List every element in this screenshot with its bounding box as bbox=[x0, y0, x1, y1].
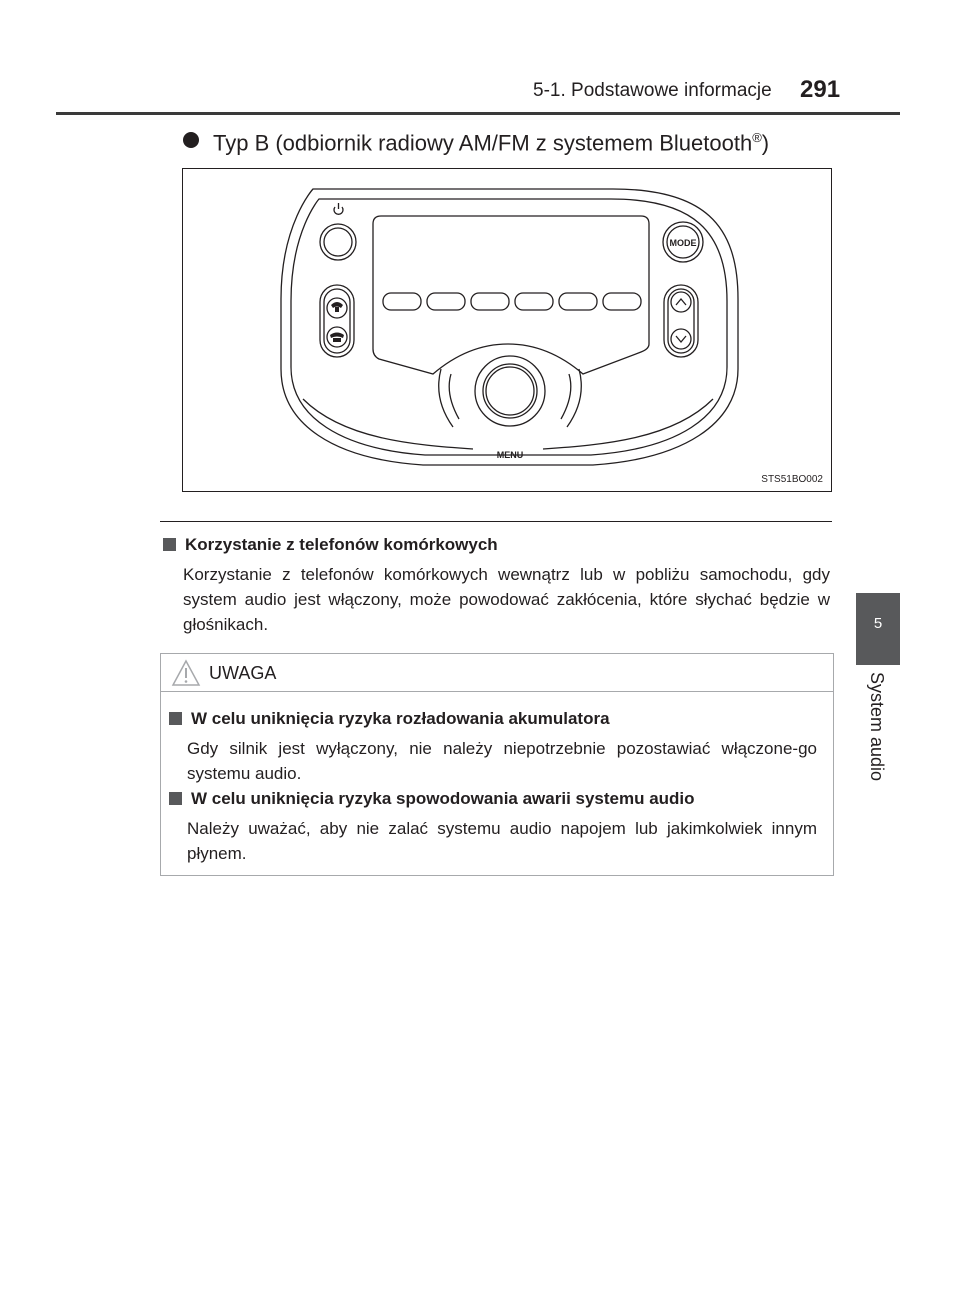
page-number: 291 bbox=[800, 76, 841, 103]
chapter-tab[interactable] bbox=[856, 593, 900, 665]
square-bullet-icon bbox=[163, 538, 176, 551]
warning-item-body: Należy uważać, aby nie zalać systemu audio napojem lub jakimkolwiek innym płynem. bbox=[187, 819, 817, 863]
header-title: 5-1. Podstawowe informacje bbox=[533, 80, 772, 101]
type-heading: Typ B (odbiornik radiowy AM/FM z systemem Bluetooth®) bbox=[183, 130, 769, 156]
section-rule bbox=[160, 521, 832, 522]
warning-title: UWAGA bbox=[209, 663, 277, 683]
figure-code: STS51BO002 bbox=[761, 474, 823, 485]
section-heading: Korzystanie z telefonów komórkowych bbox=[163, 535, 498, 555]
phone-pickup-icon bbox=[331, 302, 343, 312]
warning-item-heading: W celu uniknięcia ryzyka spowodowania awarii systemu audio bbox=[169, 789, 695, 809]
square-bullet-icon bbox=[169, 792, 182, 805]
warning-item-body: Gdy silnik jest wyłączony, nie należy niepotrzebnie pozostawiać włączone-go systemu audio. bbox=[187, 739, 817, 783]
power-icon bbox=[334, 203, 343, 214]
section-body: Korzystanie z telefonów komórkowych wewnątrz lub w pobliżu samochodu, gdy system audio jest włączony, może powodować zakłócenia, które słychać będzie w głośnikach. bbox=[183, 565, 830, 634]
warning-triangle-icon bbox=[171, 659, 201, 687]
audio-unit-illustration bbox=[182, 168, 832, 492]
menu-label: MENU bbox=[496, 450, 524, 460]
square-bullet-icon bbox=[169, 712, 182, 725]
bullet-icon bbox=[183, 132, 199, 148]
chapter-number: 5 bbox=[873, 615, 883, 632]
chapter-label: System audio bbox=[867, 672, 887, 782]
warning-header bbox=[161, 654, 833, 692]
warning-box bbox=[160, 653, 834, 876]
header-rule bbox=[56, 112, 900, 115]
phone-hangup-icon bbox=[330, 333, 344, 343]
mode-label: MODE bbox=[669, 238, 697, 248]
warning-item-heading: W celu uniknięcia ryzyka rozładowania akumulatora bbox=[169, 709, 610, 729]
